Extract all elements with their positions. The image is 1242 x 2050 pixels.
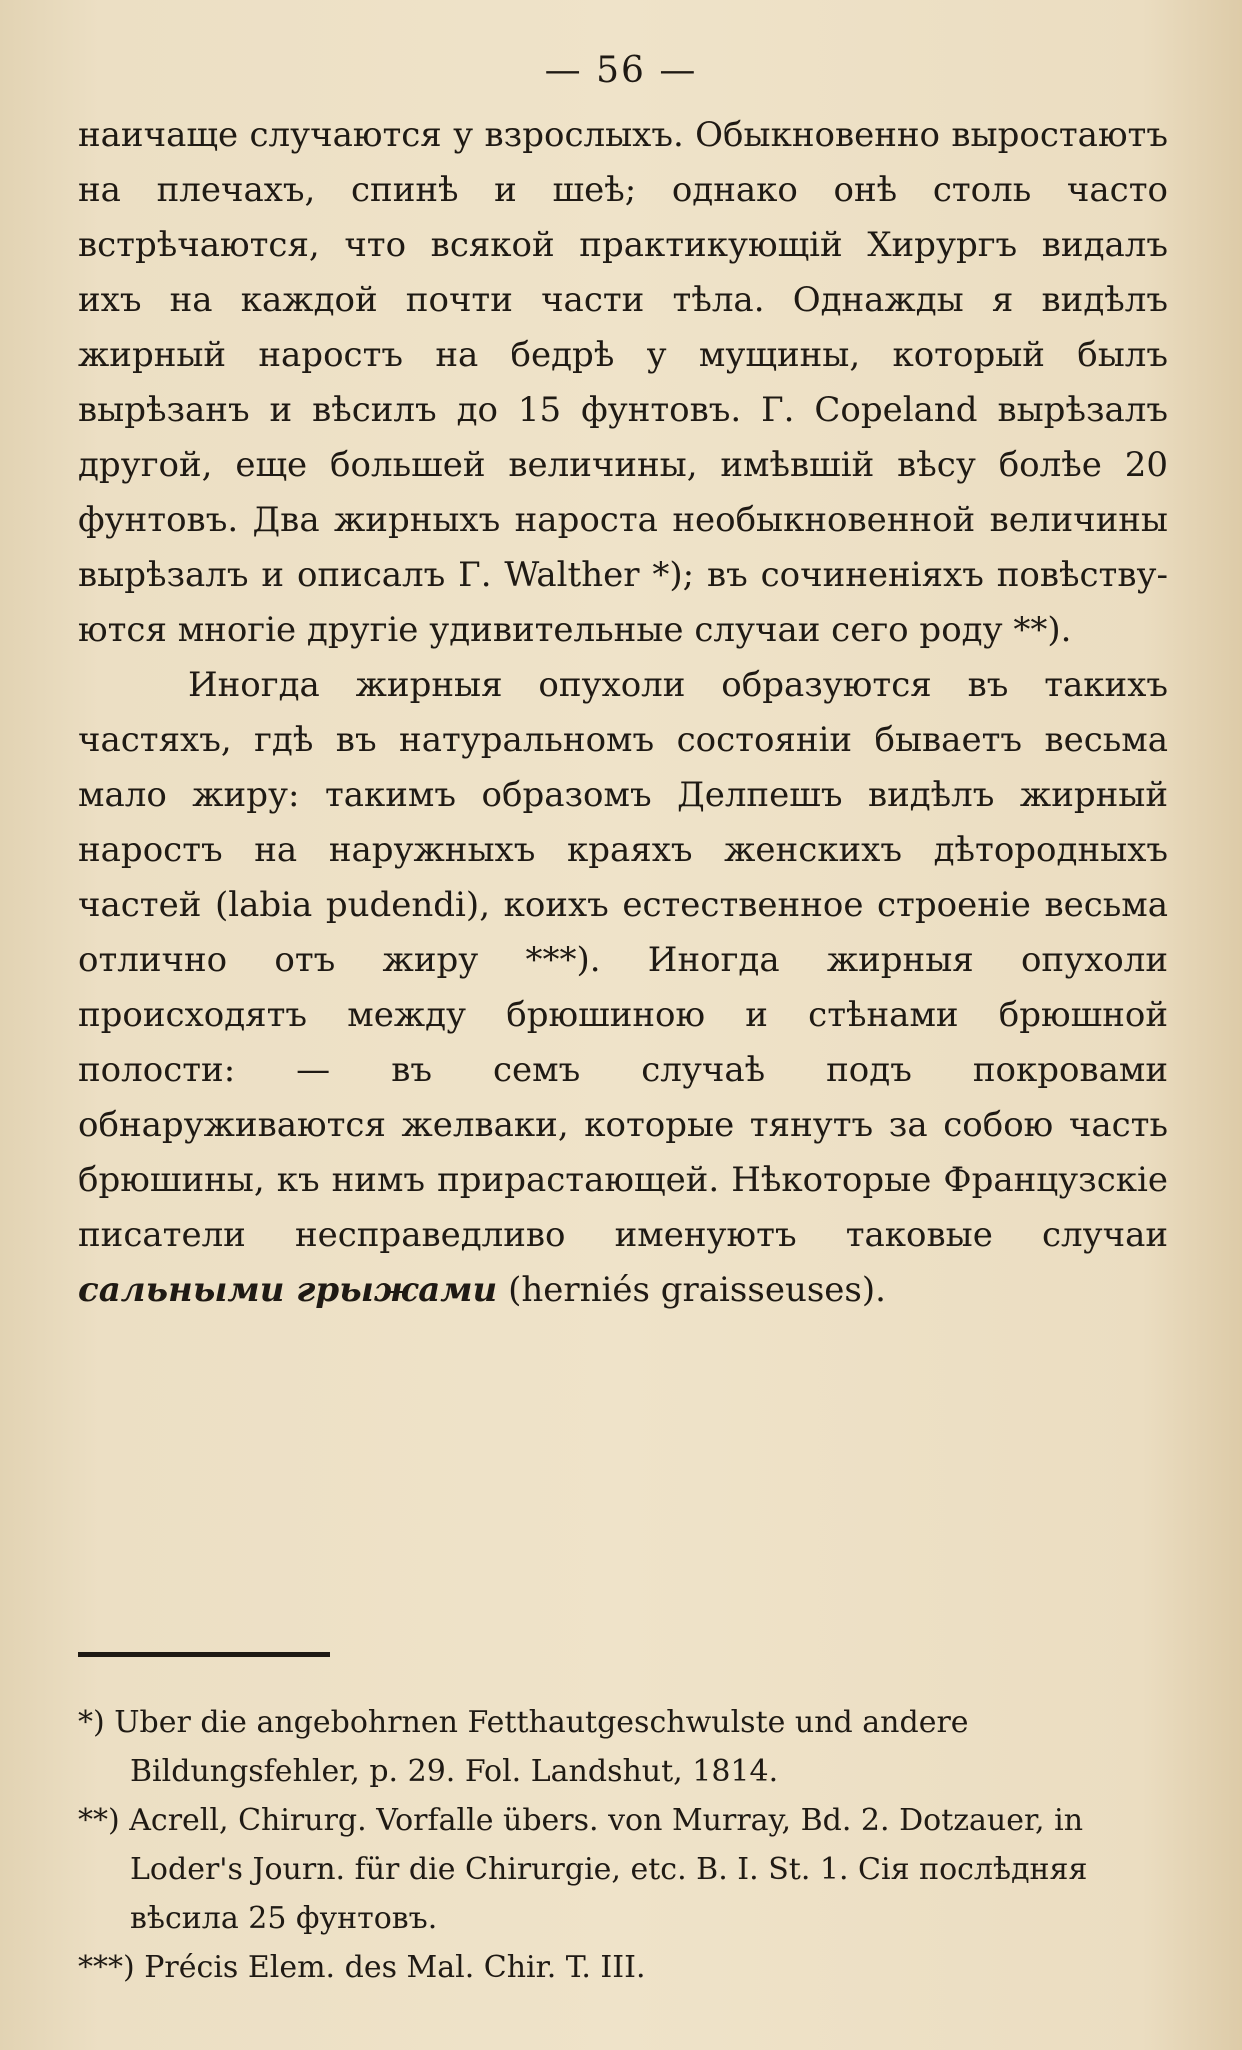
main-text — [78, 108, 1168, 1318]
paragraph-2 — [78, 658, 1168, 1318]
paragraph-text-end: (herniés graisseuses). — [497, 1270, 886, 1310]
footnote-2: **) Acrell, Chirurg. Vorfalle übers. von Murray, Bd. 2. Dotzauer, in Loder's Journ. für die Chirurgie, etc. B. I. St. 1. Сія послѣдняя вѣсила 25 фунтовъ. — [78, 1803, 1088, 1936]
footnote-1: *) Uber die angebohrnen Fetthautgeschwulste und andere Bildungsfehler, p. 29. Fol. Landshut, 1814. — [78, 1705, 969, 1789]
paragraph-1 — [78, 108, 1168, 658]
footnote-divider — [78, 1652, 330, 1657]
page-number: — 56 — — [544, 50, 698, 91]
paragraph-text: Иногда жирныя опухоли образуются въ такихъ частяхъ, гдѣ въ натуральномъ состояніи бываетъ весьма мало жиру: такимъ образомъ Делпешъ видѣлъ жирный наростъ на наружныхъ краяхъ женскихъ дѣтородныхъ частей (labia pudendi), коихъ естественное строеніе весьма отлично отъ жиру ***). Иногда жирныя опухоли происходятъ между брюшиною и стѣнами брюшной полости: — въ семъ случаѣ подъ покровами обнаруживаются желваки, которые тянутъ за собою часть брюшины, къ нимъ прирастающей. Нѣкоторые Французскіе писатели несправедливо именуютъ таковые случаи — [78, 665, 1168, 1255]
footnotes — [78, 1698, 1168, 1992]
paragraph-text: наичаще случаются у взрослыхъ. Обыкновенно выростаютъ на плечахъ, спинѣ и шеѣ; однако онѣ столь часто встрѣчаются, что всякой практикующій Хирургъ видалъ ихъ на каждой почти части тѣла. Однажды я видѣлъ жирный наростъ на бедрѣ у мущины, который былъ вырѣзанъ и вѣсилъ до 15 фунтовъ. Г. Copeland вырѣзалъ другой, еще большей величины, имѣвшій вѣсу болѣе 20 фунтовъ. Два жирныхъ нароста необыкновенной величины вырѣзалъ и описалъ Г. Walther *); въ сочиненіяхъ повѣству-ются многіе другіе удивительные случаи сего роду **). — [78, 115, 1168, 650]
emphasized-term: сальными грыжами — [78, 1270, 498, 1310]
footnote-3: ***) Précis Elem. des Mal. Chir. T. III. — [78, 1950, 646, 1985]
